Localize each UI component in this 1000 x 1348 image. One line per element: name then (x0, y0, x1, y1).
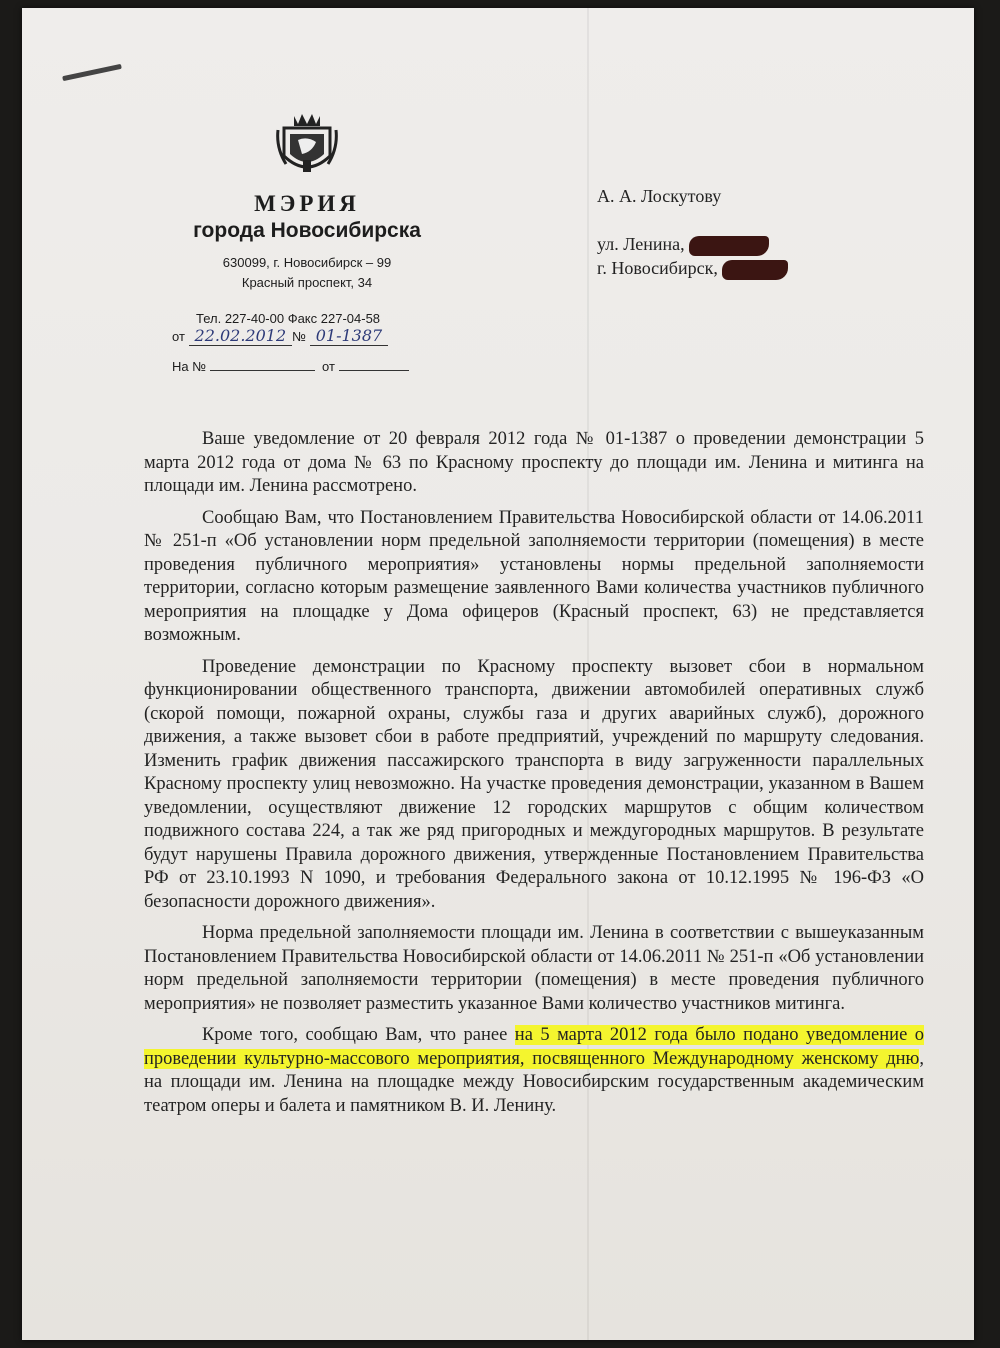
paragraph-4: Норма предельной заполняемости площади им. Ленина в соответствии с вышеуказанным Постановлением Правительства Новосибирской области от 14.06.2011 № 251-п «Об установлении норм предельной заполняемости территории (помещения) в месте проведения публичного мероприятия» не позволяет разместить указанное Вами количество участников митинга. (144, 923, 924, 1014)
org-phones: Тел. 227-40-00 Факс 227-04-58 (196, 311, 381, 326)
letterhead (162, 108, 452, 293)
org-city: города Новосибирска (193, 219, 421, 242)
paragraph-1: Ваше уведомление от 20 февраля 2012 года № 01-1387 о проведении демонстрации 5 марта 2012 года от дома № 63 по Красному проспекту до площади им. Ленина и митинга на площади им. Ленина рассмотрено. (144, 429, 924, 496)
incoming-reference: На № от (172, 358, 409, 374)
redaction-mark (722, 260, 788, 280)
paragraph-5: Кроме того, сообщаю Вам, что ранее на 5 марта 2012 года было подано уведомление о проведении культурно-массового мероприятия, посвященного Международному женскому дню, на площади им. Ленина на площадке между Новосибирским государственным академическим театром оперы и балета и памятником В. И. Ленину. (144, 1025, 924, 1116)
outgoing-reference: от 22.02.2012 № 01-1387 (172, 326, 388, 345)
letter-sheet (22, 8, 974, 1340)
redaction-mark (689, 236, 769, 256)
staple-mark (62, 64, 122, 81)
paragraph-2: Сообщаю Вам, что Постановлением Правительства Новосибирской области от 14.06.2011 № 251-п «Об установлении норм предельной заполняемости территории (помещения) в месте проведения публичного мероприятия» установлены нормы предельной заполняемости территории, согласно которым размещение заявленного Вами количества участников публичного мероприятия на площадке у Дома офицеров (Красный проспект, 63) не представляется возможным. (144, 507, 924, 645)
highlighted-text: на 5 марта 2012 года было подано уведомление о проведении культурно-массового мероприятия, посвященного Международному женскому дню (144, 1025, 924, 1069)
org-name: МЭРИЯ (254, 191, 360, 216)
city-coat-of-arms-icon (276, 108, 338, 178)
recipient-street: ул. Ленина, (597, 234, 685, 254)
handwritten-date: 22.02.2012 (189, 326, 293, 346)
recipient-block (597, 184, 788, 280)
paragraph-3: Проведение демонстрации по Красному проспекту вызовет сбои в нормальном функционировании общественного транспорта, движении автомобилей оперативных служб (скорой помощи, пожарной охраны, службы газа и других аварийных служб), дорожного движения, а также вызовет сбои в работе предприятий, учреждений по маршруту следования. Изменить график движения пассажирского транспорта в виду загруженности параллельных Красному проспекту улиц невозможно. На участке проведения демонстрации, указанном в Вашем уведомлении, осуществляют движение 12 городских маршрутов с общим количеством подвижного состава 224, а так же ряд пригородных и междугородных маршрутов. В результате будут нарушены Правила дорожного движения, утвержденные Постановлением Правительства РФ от 23.10.1993 N 1090, и требования Федерального закона от 10.12.1995 № 196-ФЗ «О безопасности дорожного движения». (144, 656, 924, 912)
recipient-name: А. А. Лоскутову (597, 186, 722, 206)
letter-body (144, 428, 924, 1126)
org-address: 630099, г. Новосибирск – 99 Красный проспект, 34 (222, 255, 392, 290)
recipient-city: г. Новосибирск, (597, 258, 718, 278)
handwritten-number: 01-1387 (310, 326, 388, 346)
